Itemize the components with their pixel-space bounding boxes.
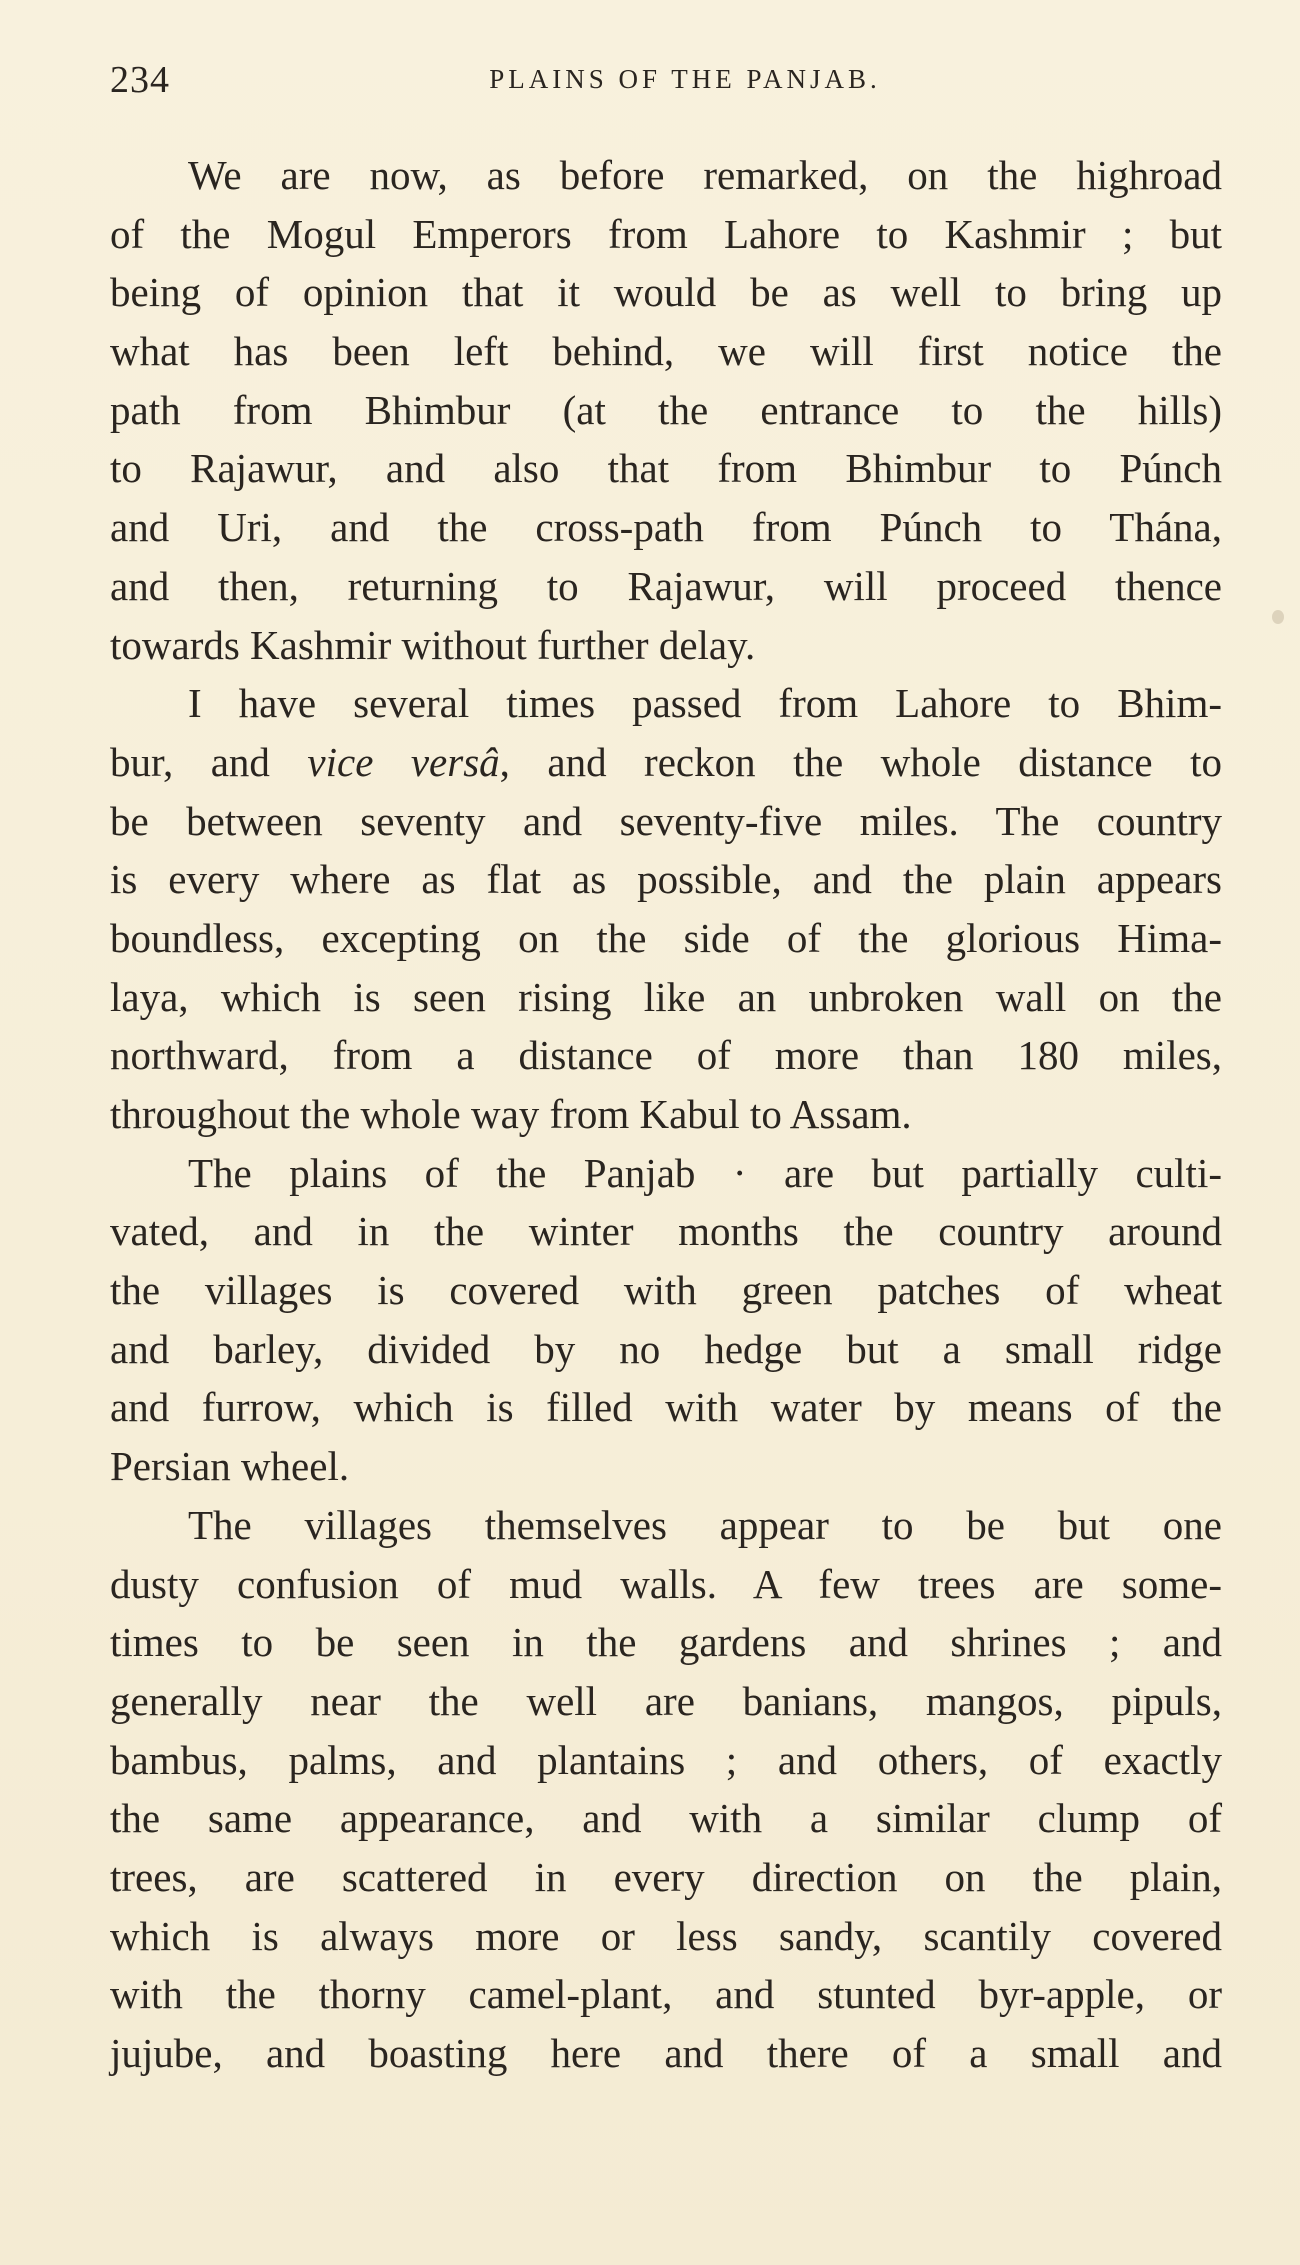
page-header bbox=[110, 58, 1230, 101]
text-line: bambus, palms, and plantains ; and others, of exactly bbox=[110, 1736, 1222, 1783]
body-text bbox=[110, 146, 1222, 2083]
text-line: Persian wheel. bbox=[110, 1443, 350, 1490]
page-number: 234 bbox=[110, 59, 170, 101]
text-line: is every where as flat as possible, and the plain appears bbox=[110, 856, 1222, 903]
text-line: vated, and in the winter months the country around bbox=[110, 1208, 1222, 1255]
running-head: PLAINS OF THE PANJAB. bbox=[489, 64, 881, 94]
text-line: the same appearance, and with a similar clump of bbox=[110, 1795, 1222, 1842]
text-line: dusty confusion of mud walls. A few trees are some- bbox=[110, 1560, 1222, 1607]
text-line: The villages themselves appear to be but one bbox=[188, 1501, 1222, 1548]
text-line: and furrow, which is filled with water by means of the bbox=[110, 1384, 1222, 1431]
text-line: The plains of the Panjab · are but partially culti- bbox=[188, 1149, 1222, 1196]
text-line: the villages is covered with green patches of wheat bbox=[110, 1267, 1222, 1314]
text-line: northward, from a distance of more than 180 miles, bbox=[110, 1032, 1222, 1079]
text-line: what has been left behind, we will first notice the bbox=[110, 328, 1222, 375]
paper-speck bbox=[1272, 610, 1284, 624]
text-line: I have several times passed from Lahore to Bhim- bbox=[188, 680, 1222, 727]
text-line: and then, returning to Rajawur, will proceed thence bbox=[110, 562, 1222, 609]
text-line: being of opinion that it would be as well to bring up bbox=[110, 269, 1222, 316]
text-line: which is always more or less sandy, scantily covered bbox=[110, 1912, 1222, 1959]
text-line: towards Kashmir without further delay. bbox=[110, 621, 756, 668]
italic-phrase: vice versâ bbox=[307, 738, 500, 785]
text-line: be between seventy and seventy-five miles. The country bbox=[110, 797, 1222, 844]
text-line: generally near the well are banians, mangos, pipuls, bbox=[110, 1677, 1222, 1724]
text-line: and Uri, and the cross-path from Púnch to Thána, bbox=[110, 504, 1222, 551]
text-line: to Rajawur, and also that from Bhimbur to Púnch bbox=[110, 445, 1222, 492]
text-line: throughout the whole way from Kabul to Assam. bbox=[110, 1091, 912, 1137]
text-line: jujube, and boasting here and there of a small and bbox=[110, 2030, 1222, 2076]
text-line: laya, which is seen rising like an unbroken wall on the bbox=[110, 973, 1222, 1020]
text-line: boundless, excepting on the side of the glorious Hima- bbox=[110, 914, 1222, 961]
text-line: of the Mogul Emperors from Lahore to Kashmir ; but bbox=[110, 210, 1222, 257]
text-line: times to be seen in the gardens and shrines ; and bbox=[110, 1619, 1222, 1666]
text-line: We are now, as before remarked, on the highroad bbox=[188, 152, 1222, 198]
text-line: and barley, divided by no hedge but a small ridge bbox=[110, 1325, 1222, 1372]
text-line-with-italic: bur, and vice versâ, and reckon the whole distance to bbox=[110, 738, 1222, 785]
text-line: with the thorny camel-plant, and stunted byr-apple, or bbox=[110, 1971, 1222, 2018]
text-line: path from Bhimbur (at the entrance to the hills) bbox=[110, 386, 1222, 433]
text-line: trees, are scattered in every direction on the plain, bbox=[110, 1853, 1222, 1900]
